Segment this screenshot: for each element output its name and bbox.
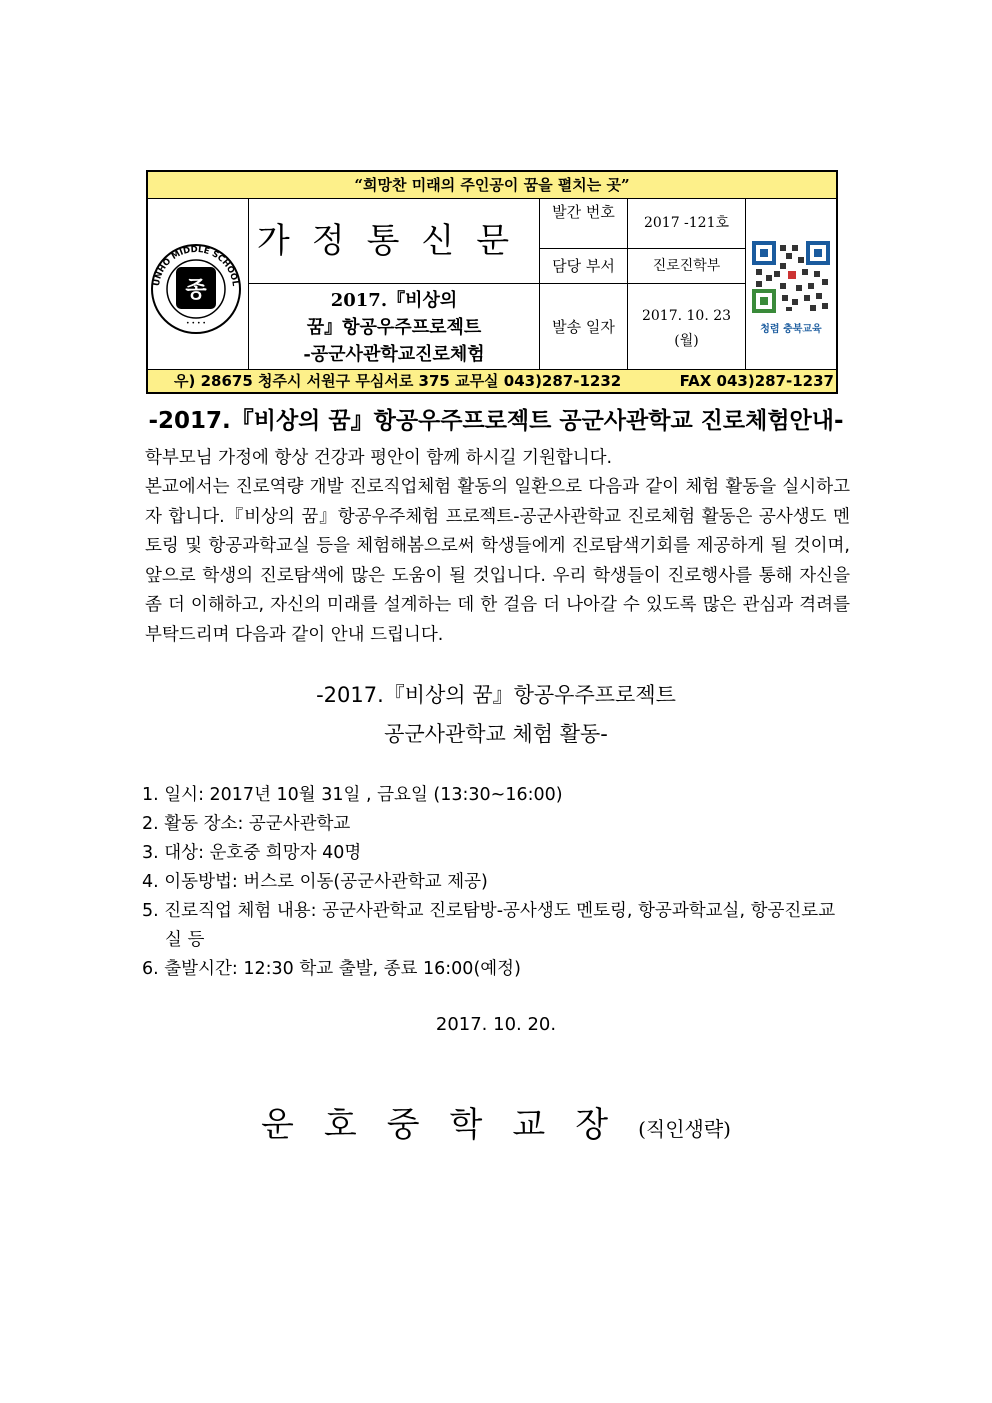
- subject-line: -공군사관학교진로체험: [303, 344, 485, 365]
- subject-line: 2017.『비상의: [330, 290, 458, 311]
- issue-no-label: 발간 번호: [552, 203, 615, 221]
- section-title-line: -2017.『비상의 꿈』항공우주프로젝트: [316, 683, 676, 707]
- svg-text:종: 종: [185, 278, 207, 303]
- document-title: -2017.『비상의 꿈』항공우주프로젝트 공군사관학교 진로체험안내-: [148, 408, 844, 434]
- school-motto: “희망찬 미래의 주인공이 꿈을 펼치는 곳”: [148, 172, 836, 199]
- dept-label: 담당 부서: [552, 257, 615, 275]
- date-label: 발송 일자: [552, 318, 615, 336]
- list-item: 6. 출발시간: 12:30 학교 출발, 종료 16:00(예정): [142, 959, 521, 979]
- svg-text:UNHO MIDDLE SCHOOL: UNHO MIDDLE SCHOOL: [152, 244, 240, 287]
- list-item: 5. 진로직업 체험 내용: 공군사관학교 진로탐방-공사생도 멘토링, 항공과학교실, 항공진로교실 등: [142, 901, 836, 950]
- principal-name: 운호중학교장: [261, 1105, 639, 1145]
- newsletter-header: [146, 170, 838, 394]
- principal-signature: [0, 1097, 992, 1146]
- newsletter-subject: [249, 284, 539, 371]
- list-item: 3. 대상: 운호중 희망자 40명: [142, 843, 362, 863]
- school-fax: FAX 043)287-1237: [679, 372, 834, 390]
- issue-no-value: 2017 -121호: [643, 215, 730, 231]
- document-date: 2017. 10. 20.: [435, 1014, 557, 1035]
- list-item: 1. 일시: 2017년 10월 31일 , 금요일 (13:30~16:00): [142, 785, 563, 805]
- list-item: 4. 이동방법: 버스로 이동(공군사관학교 제공): [142, 872, 488, 892]
- details-list: [142, 781, 852, 984]
- section-title-line: 공군사관학교 체험 활동-: [384, 722, 608, 746]
- issue-date-weekday: (월): [674, 333, 699, 349]
- issue-date: [628, 304, 745, 354]
- qr-block: [746, 199, 836, 371]
- body-paragraph: 본교에서는 진로역량 개발 진로직업체험 활동의 일환으로 다음과 같이 체험 활동을 실시하고자 합니다.『비상의 꿈』항공우주체험 프로젝트-공군사관학교 진로체험 활동은 공사생도 멘토링 및 항공과학교실 등을 체험해봄으로써 학생들에게 진로탐색기회를 제공하게 될 것이며, 앞으로 학생의 진로탐색에 많은 도움이 될 것입니다. 우리 학생들이 진로행사를 통해 자신을 좀 더 이해하고, 자신의 미래를 설계하는 데 한 걸음 더 나아갈 수 있도록 많은 관심과 격려를 부탁드리며 다음과 같이 안내 드립니다.: [145, 477, 850, 645]
- dept-value: 진로진학부: [652, 258, 721, 274]
- list-item: 2. 활동 장소: 공군사관학교: [142, 814, 351, 834]
- subject-line: 꿈』항공우주프로젝트: [306, 317, 482, 338]
- contact-bar: [148, 369, 836, 392]
- newsletter-title: 가정통신문: [256, 221, 532, 261]
- school-address: 우) 28675 청주시 서원구 무심서로 375 교무실 043)287-1232: [174, 372, 622, 390]
- issue-date-line: 2017. 10. 23: [641, 308, 732, 324]
- qr-code-icon: [752, 241, 830, 313]
- seal-omitted-note: (직인생략): [638, 1117, 731, 1141]
- qr-caption: 청렴 충북교육: [760, 324, 822, 335]
- school-logo: [148, 199, 248, 371]
- svg-text:• • • •: • • • •: [186, 320, 206, 327]
- greeting-text: 학부모님 가정에 항상 건강과 평안이 함께 하시길 기원합니다.: [145, 448, 613, 468]
